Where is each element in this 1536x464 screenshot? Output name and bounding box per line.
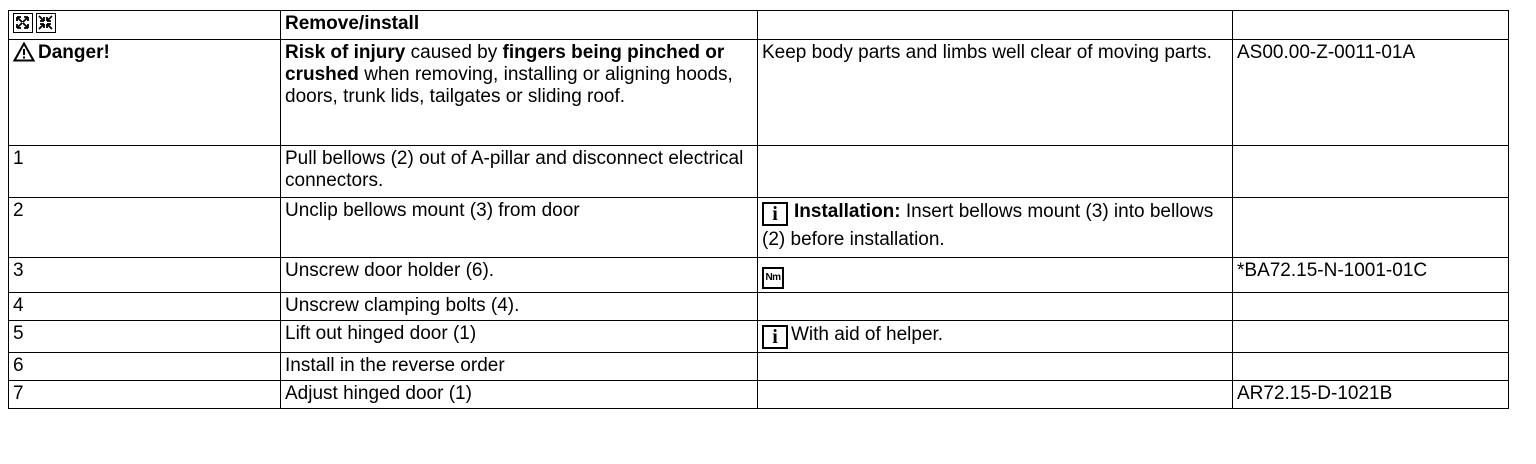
step-text: Unscrew door holder (6). (281, 258, 758, 293)
step-ref: *BA72.15-N-1001-01C (1233, 258, 1509, 293)
step-number: 6 (9, 353, 281, 381)
installation-note: Insert bellows mount (3) into bellows (2) before installation. (762, 201, 1214, 250)
info-icon: i (762, 202, 788, 226)
danger-measure: Keep body parts and limbs well clear of moving parts. (758, 40, 1233, 146)
danger-label: Danger! (38, 42, 110, 63)
step-number: 1 (9, 146, 281, 198)
step-row-5 (9, 321, 1509, 353)
risk-text-1: caused by (405, 42, 503, 63)
install-icon (36, 13, 56, 33)
step-number: 2 (9, 198, 281, 258)
danger-reference: AS00.00-Z-0011-01A (1233, 40, 1509, 146)
step-ref (1233, 353, 1509, 381)
step-ref (1233, 293, 1509, 321)
procedure-table (8, 10, 1509, 409)
step-text: Pull bellows (2) out of A-pillar and disconnect electrical connectors. (281, 146, 758, 198)
step-note (758, 146, 1233, 198)
step-note (758, 198, 1233, 258)
step-number: 7 (9, 381, 281, 409)
step-number: 5 (9, 321, 281, 353)
step-row-3 (9, 258, 1509, 293)
step-ref: AR72.15-D-1021B (1233, 381, 1509, 409)
procedure-sheet (8, 10, 1509, 409)
danger-risk-cell (281, 40, 758, 146)
step-ref (1233, 198, 1509, 258)
helper-note: With aid of helper. (791, 324, 944, 345)
torque-nm-icon: Nm (762, 267, 784, 289)
step-note (758, 321, 1233, 353)
step-text: Unclip bellows mount (3) from door (281, 198, 758, 258)
header-row (9, 11, 1509, 40)
step-ref (1233, 146, 1509, 198)
remove-icon (13, 13, 33, 33)
header-empty-4 (1233, 11, 1509, 40)
step-text: Unscrew clamping bolts (4). (281, 293, 758, 321)
step-text: Lift out hinged door (1) (281, 321, 758, 353)
danger-label-cell (9, 40, 281, 146)
step-ref (1233, 321, 1509, 353)
step-note (758, 293, 1233, 321)
installation-label: Installation: (794, 201, 901, 222)
risk-text-2: when removing, installing or aligning hoods, doors, trunk lids, tailgates or sliding roof. (285, 64, 733, 107)
header-icons-cell (9, 11, 281, 40)
step-number: 4 (9, 293, 281, 321)
step-number: 3 (9, 258, 281, 293)
header-title: Remove/install (281, 11, 758, 40)
header-empty-3 (758, 11, 1233, 40)
step-note (758, 258, 1233, 293)
step-row-1 (9, 146, 1509, 198)
step-note (758, 353, 1233, 381)
step-row-7 (9, 381, 1509, 409)
risk-bold-1: Risk of injury (285, 42, 406, 63)
info-icon: i (762, 325, 788, 349)
danger-row (9, 40, 1509, 146)
step-note (758, 381, 1233, 409)
step-text: Install in the reverse order (281, 353, 758, 381)
risk-bold-2: fingers being pinched or crushed (285, 42, 725, 85)
step-row-2 (9, 198, 1509, 258)
step-text: Adjust hinged door (1) (281, 381, 758, 409)
step-row-4 (9, 293, 1509, 321)
step-row-6 (9, 353, 1509, 381)
warning-triangle-icon (13, 42, 35, 68)
